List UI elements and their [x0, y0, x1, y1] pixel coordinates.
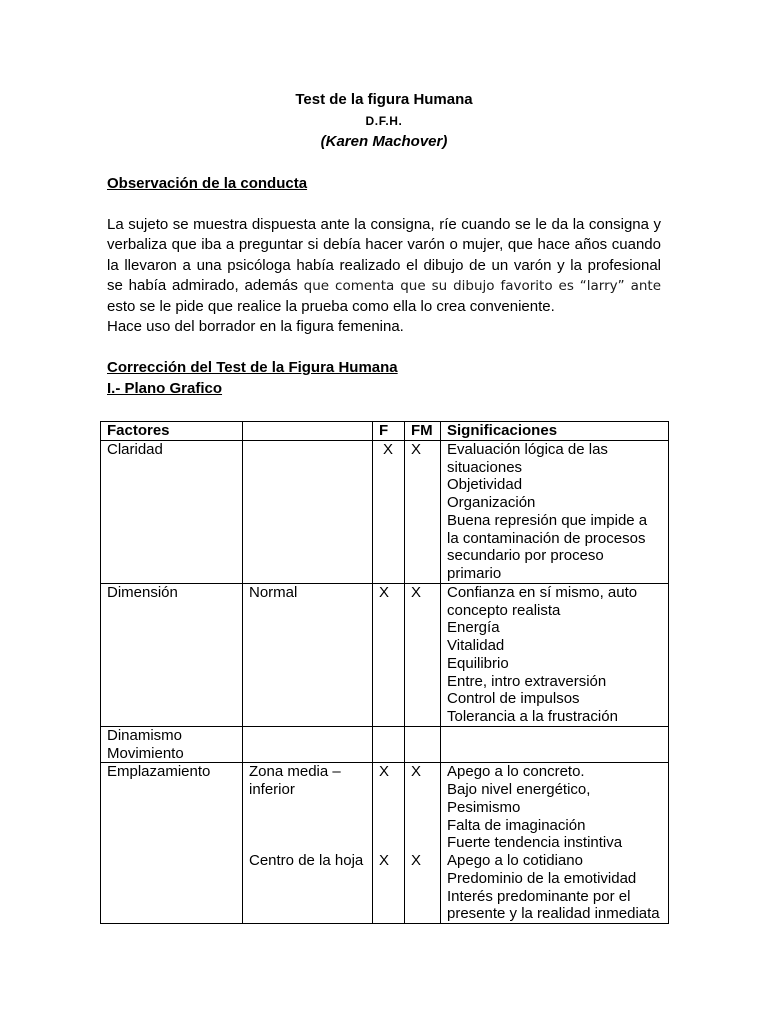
- detail-line: Centro de la hoja: [249, 852, 364, 869]
- paragraph-line: la llevaron a una psicóloga había realizado el dibujo de un varón y la profesional: [107, 256, 661, 274]
- mark-fm: X: [411, 440, 422, 458]
- observation-paragraph: [107, 215, 661, 337]
- factor-label: Dinamismo: [107, 726, 183, 744]
- paragraph-line: [107, 276, 661, 296]
- meaning-line: Confianza en sí mismo, auto: [447, 583, 638, 601]
- document-author: (Karen Machover): [320, 133, 448, 150]
- meaning-line: primario: [447, 565, 502, 582]
- mark-f: X: [379, 852, 390, 869]
- header-label: FM: [411, 422, 433, 439]
- correction-heading: Corrección del Test de la Figura Humana: [107, 359, 398, 376]
- cell-fm: [405, 726, 441, 763]
- cell-detail: [243, 726, 373, 763]
- mark-f: X: [383, 440, 394, 458]
- cell-f: [373, 583, 405, 726]
- meaning-line: situaciones: [447, 458, 523, 476]
- detail-line: Normal: [249, 583, 298, 601]
- header-significaciones: [441, 422, 669, 441]
- meaning-line: Interés predominante por el: [447, 887, 631, 905]
- header-detail: [243, 422, 373, 441]
- meaning-line: la contaminación de procesos: [447, 529, 646, 547]
- meaning-line: secundario por proceso: [447, 547, 604, 565]
- meaning-line: Vitalidad: [447, 637, 505, 654]
- table-row: [101, 440, 669, 583]
- cell-detail: [243, 583, 373, 726]
- meaning-line: presente y la realidad inmediata: [447, 905, 660, 923]
- factor-label: Movimiento: [107, 744, 184, 762]
- paragraph-line-end: que comenta que su dibujo favorito es “larry” ante: [303, 278, 662, 295]
- meaning-line: Apego a lo cotidiano: [447, 852, 583, 869]
- paragraph-line-start: se había admirado, además: [107, 277, 298, 295]
- cell-factor: [101, 583, 243, 726]
- mark-fm: X: [411, 583, 422, 601]
- mark-f: X: [379, 583, 390, 601]
- paragraph-line: La sujeto se muestra dispuesta ante la consigna, ríe cuando se le da la consigna y: [107, 216, 661, 233]
- meaning-line: Pesimismo: [447, 798, 521, 816]
- factor-label: Claridad: [107, 440, 163, 458]
- factor-label: Dimensión: [107, 583, 178, 601]
- document-abbreviation: D.F.H.: [365, 114, 403, 128]
- paragraph-line: esto se le pide que realice la prueba como ella lo crea conveniente.: [107, 297, 555, 315]
- meaning-line: concepto realista: [447, 601, 561, 619]
- factors-table: [100, 421, 669, 924]
- cell-fm: [405, 583, 441, 726]
- cell-factor: [101, 440, 243, 583]
- meaning-line: Objetividad: [447, 476, 523, 494]
- cell-detail: [243, 763, 373, 924]
- document-title: Test de la figura Humana: [295, 91, 473, 108]
- meaning-line: Bajo nivel energético,: [447, 781, 591, 798]
- factor-label: Emplazamiento: [107, 763, 211, 781]
- cell-meaning: [441, 440, 669, 583]
- observation-heading: Observación de la conducta: [107, 175, 308, 192]
- meaning-line: Entre, intro extraversión: [447, 672, 607, 690]
- cell-detail: [243, 440, 373, 583]
- cell-meaning: [441, 763, 669, 924]
- meaning-line: Buena represión que impide a: [447, 511, 648, 529]
- table-row: [101, 583, 669, 726]
- meaning-line: Apego a lo concreto.: [447, 763, 585, 781]
- header-f: [373, 422, 405, 441]
- cell-meaning: [441, 726, 669, 763]
- header-label: F: [379, 422, 389, 439]
- meaning-line: Control de impulsos: [447, 690, 580, 708]
- meaning-line: Energía: [447, 619, 500, 637]
- table-row: [101, 763, 669, 924]
- detail-line: Zona media –: [249, 763, 341, 781]
- mark-f: X: [379, 763, 390, 781]
- cell-factor: [101, 763, 243, 924]
- cell-f: [373, 726, 405, 763]
- meaning-line: Organización: [447, 494, 536, 511]
- mark-fm: X: [411, 763, 422, 781]
- cell-f: [373, 440, 405, 583]
- detail-line: inferior: [249, 781, 295, 798]
- header-factores: [101, 422, 243, 441]
- meaning-line: Fuerte tendencia instintiva: [447, 834, 623, 852]
- meaning-line: Tolerancia a la frustración: [447, 708, 618, 725]
- paragraph-line: verbaliza que iba a preguntar si debía hacer varón o mujer, que hace años cuando: [107, 236, 661, 254]
- meaning-line: Predominio de la emotividad: [447, 869, 637, 887]
- header-label: Factores: [107, 422, 170, 439]
- section-heading: I.- Plano Grafico: [107, 380, 223, 397]
- cell-meaning: [441, 583, 669, 726]
- cell-fm: [405, 440, 441, 583]
- mark-fm: X: [411, 852, 422, 869]
- meaning-line: Evaluación lógica de las: [447, 440, 608, 458]
- header-label: Significaciones: [447, 422, 558, 439]
- paragraph-line: Hace uso del borrador en la figura femenina.: [107, 318, 404, 336]
- header-fm: [405, 422, 441, 441]
- cell-fm: [405, 763, 441, 924]
- meaning-line: Falta de imaginación: [447, 816, 586, 834]
- table-header-row: [101, 422, 669, 441]
- cell-factor: [101, 726, 243, 763]
- table-row: [101, 726, 669, 763]
- cell-f: [373, 763, 405, 924]
- meaning-line: Equilibrio: [447, 654, 509, 672]
